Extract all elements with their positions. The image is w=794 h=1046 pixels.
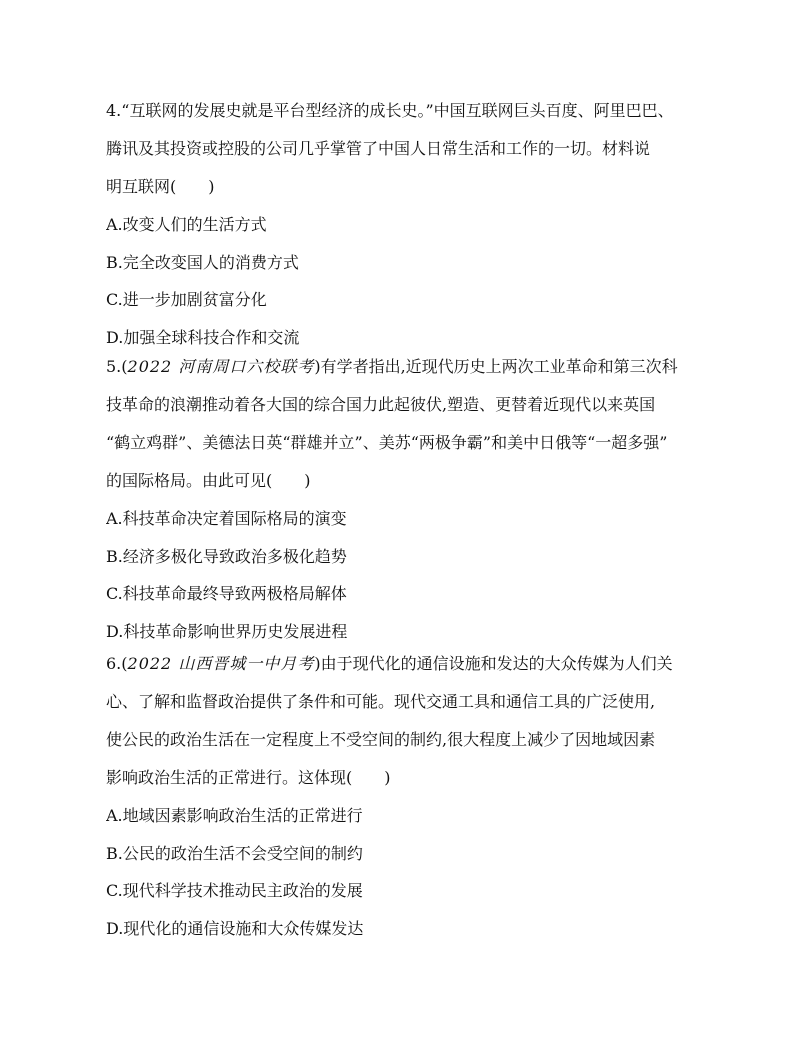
option-a: A.地域因素影响政治生活的正常进行: [106, 806, 363, 825]
option-c: C.进一步加剧贫富分化: [106, 290, 267, 309]
stem-line: 心、了解和监督政治提供了条件和可能。现代交通工具和通信工具的广泛使用,: [106, 692, 656, 711]
stem-line: “鹤立鸡群”、美德法日英“群雄并立”、美苏“两极争霸”和美中日俄等“一超多强”: [106, 433, 668, 452]
question-prefix: 5.(: [106, 357, 128, 376]
option-d: D.科技革命影响世界历史发展进程: [106, 621, 348, 641]
question-6: [106, 645, 696, 947]
question-source: 2022 河南周口六校联考: [127, 357, 315, 376]
option-a: A.科技革命决定着国际格局的演变: [106, 509, 347, 528]
stem-line: [106, 645, 696, 683]
answer-options: [106, 206, 696, 356]
stem-text: )有学者指出,近现代历史上两次工业革命和第三次科: [314, 357, 678, 376]
answer-options: [106, 797, 696, 947]
question-stem: [106, 348, 696, 500]
stem-line: 使公民的政治生活在一定程度上不受空间的制约,很大程度上减少了因地域因素: [106, 730, 656, 749]
option-b: B.完全改变国人的消费方式: [106, 252, 299, 272]
option-c: C.科技革命最终导致两极格局解体: [106, 584, 347, 603]
option-a: A.改变人们的生活方式: [106, 215, 267, 234]
question-source: 2022 山西晋城一中月考: [127, 654, 315, 673]
option-d: D.现代化的通信设施和大众传媒发达: [106, 918, 364, 938]
stem-line: 技革命的浪潮推动着各大国的综合国力此起彼伏,塑造、更替着近现代以来英国: [106, 395, 656, 414]
stem-text: )由于现代化的通信设施和发达的大众传媒为人们关: [314, 654, 673, 673]
question-stem: [106, 645, 696, 797]
stem-line: 腾讯及其投资或控股的公司几乎掌管了中国人日常生活和工作的一切。材料说: [106, 139, 651, 158]
option-b: B.公民的政治生活不会受空间的制约: [106, 843, 363, 863]
stem-line: 明互联网( ): [106, 177, 215, 196]
stem-line: 影响政治生活的正常进行。这体现( ): [106, 768, 391, 787]
option-d: D.加强全球科技合作和交流: [106, 327, 300, 347]
question-prefix: 6.(: [106, 654, 128, 673]
stem-line: [106, 348, 696, 386]
stem-line: 4.“互联网的发展史就是平台型经济的成长史。”中国互联网巨头百度、阿里巴巴、: [106, 101, 674, 120]
question-5: [106, 348, 696, 650]
answer-options: [106, 500, 696, 650]
option-c: C.现代科学技术推动民主政治的发展: [106, 881, 363, 900]
question-stem: [106, 92, 696, 206]
option-b: B.经济多极化导致政治多极化趋势: [106, 546, 347, 566]
stem-line: 的国际格局。由此可见( ): [106, 471, 311, 490]
question-4: [106, 92, 696, 356]
